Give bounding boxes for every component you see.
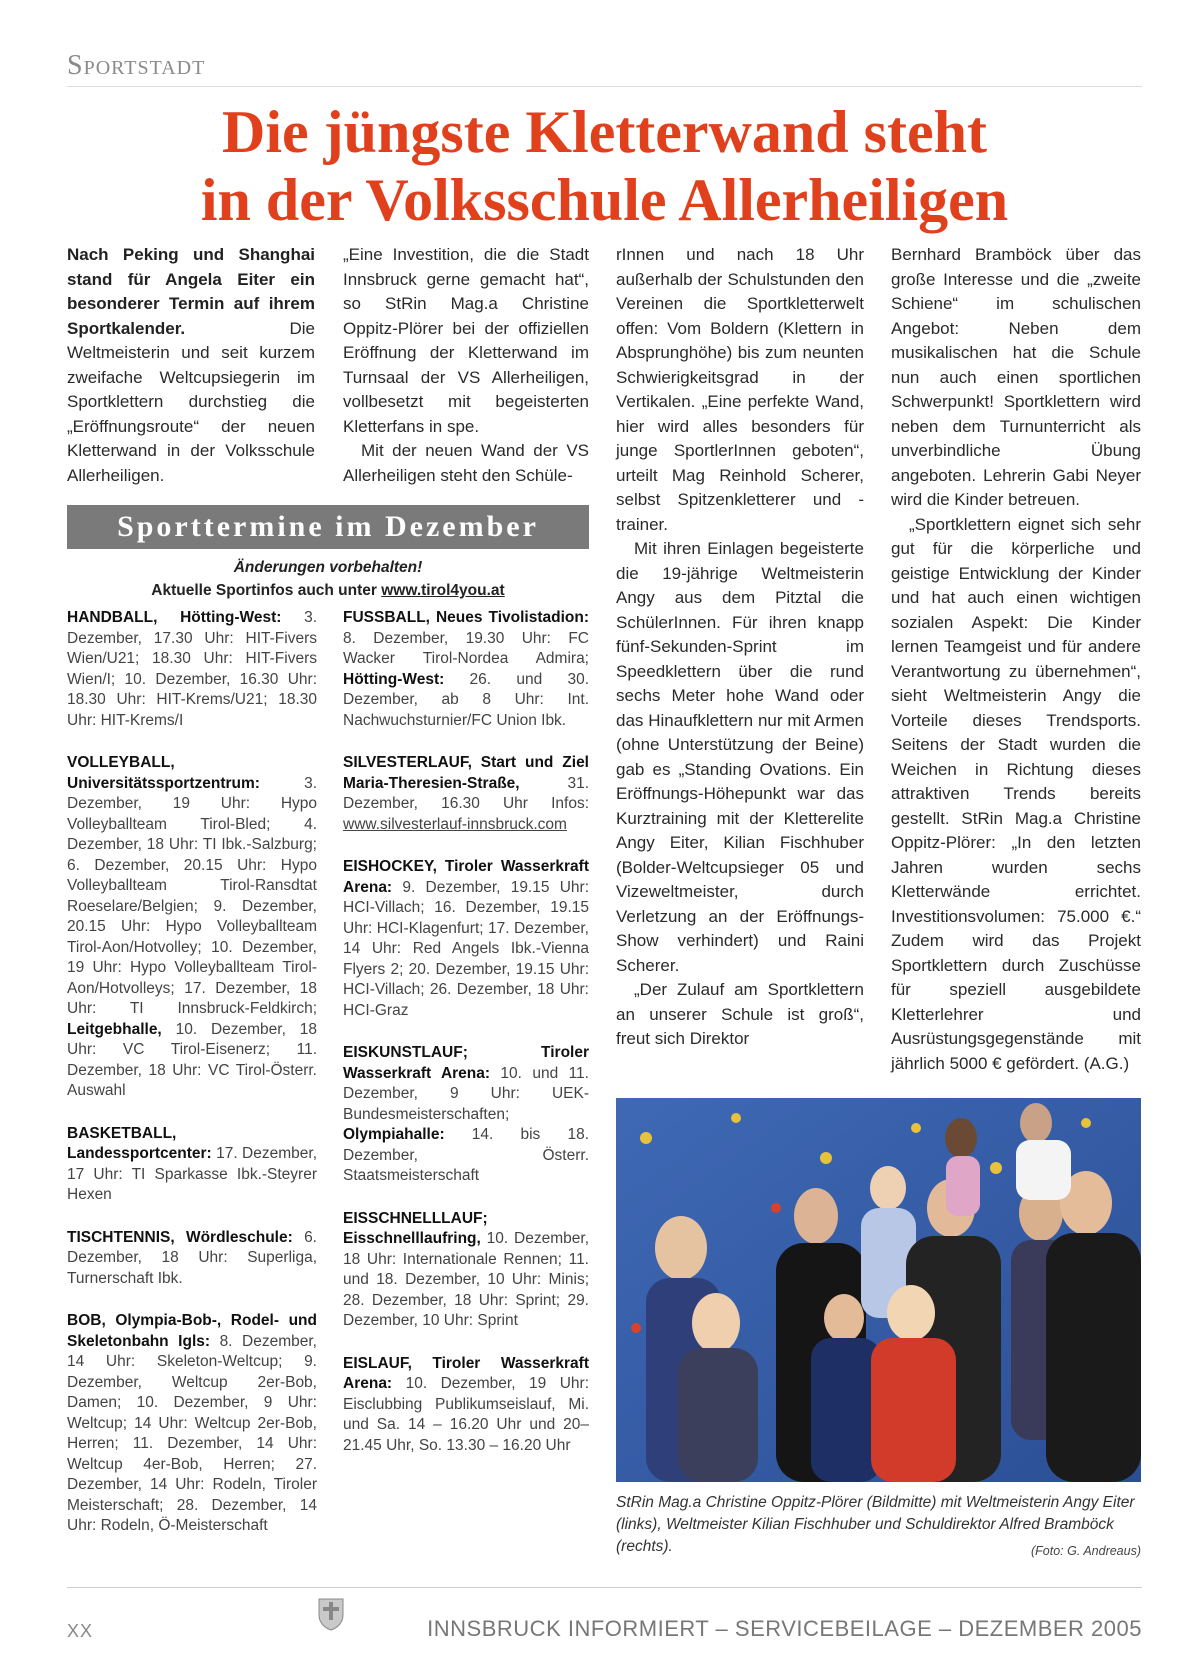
city-crest-icon	[317, 1597, 345, 1631]
events-column-left	[67, 608, 317, 1559]
event-heading: HANDBALL, Hötting-West:	[67, 609, 282, 626]
event-heading: TISCHTENNIS, Wördleschule:	[67, 1228, 293, 1246]
event-heading: EISLAUF, Tiroler Wasserkraft Arena:	[343, 1354, 589, 1392]
section-label: Sportstadt	[67, 50, 206, 81]
event-heading: EISSCHNELLLAUF; Eisschnelllaufring,	[343, 1209, 488, 1247]
event-text: 10. und 11. Dezember, 9 Uhr: UEK-Bundesmeisterschaften;	[343, 1064, 589, 1123]
article-paragraph: Bernhard Bramböck über das große Interesse und die „zweite Schiene“ im schulischen Angebot: Neben dem musikalischen hat die Schule nun auch einen sportlichen Schwerpunkt! Sportklettern wird neben dem Turnunterricht als unverbindliche Übung angeboten. Lehrerin Gabi Neyer wird die Kinder betreuen.	[891, 245, 1141, 509]
event-entry	[343, 1043, 589, 1187]
events-box-title: Sporttermine im Dezember	[67, 505, 589, 549]
article-column-1	[67, 243, 315, 488]
article-photo	[616, 1098, 1141, 1482]
event-entry	[343, 1209, 589, 1332]
article-lead: Nach Peking und Shanghai stand für Angela Eiter ein besonderer Termin auf ihrem Sportkalender.	[67, 245, 315, 338]
footer-divider	[67, 1587, 1142, 1588]
events-column-right	[343, 608, 589, 1478]
event-entry	[67, 1124, 317, 1206]
event-text: 6. Dezember, 18 Uhr: Superliga, Turnerschaft Ibk.	[67, 1228, 317, 1287]
article-paragraph: Mit ihren Einlagen begeisterte die 19-jährige Weltmeisterin Angy aus dem Pitztal die SchülerInnen. Für ihren knapp fünf-Sekunden-Sprint im Speedklettern über die rund sechs Meter hohe Wand oder das Hinaufklettern nur mit Armen (ohne Unterstützung der Beine) gab es „Standing Ovations. Ein Eröffnungs-Höhepunkt war das Kurztraining mit der Kletterelite Angy Eiter, Kilian Fischhuber (Bolder-Weltcupsieger 05 und Vizeweltmeister, durch Verletzung an der Eröffnungs-Show verhindert) und Raini Scherer.	[616, 539, 864, 975]
event-text: 8. Dezember, 14 Uhr: Skeleton-Weltcup; 9. Dezember, Weltcup 2er-Bob, Damen; 10. Dezember, 9 Uhr: Weltcup; 14 Uhr: Weltcup 2er-Bob, Herren; 11. Dezember, 14 Uhr: Weltcup 4er-Bob, Herren; 27. Dezember, 14 Uhr: Rodeln, Tiroler Meisterschaft; 28. Dezember, 14 Uhr: Rodeln, Ö-Meisterschaft	[67, 1332, 317, 1534]
article-paragraph: „Sportklettern eignet sich sehr gut für die körperliche und geistige Entwicklung der Kinder und hat auch einen wichtigen sozialen Aspekt: Die Kinder lernen Teamgeist und für andere Verantwortung zu übernehmen“, sieht Weltmeisterin Angy die Vorteile dieses Trendsports. Seitens der Stadt wurden die Weichen in Richtung dieses attraktiven Trends bereits gestellt. StRin Mag.a Christine Oppitz-Plörer: „In den letzten Jahren wurden sechs Kletterwände errichtet. Investitionsvolumen: 75.000 €.“ Zudem wird das Projekt Sportklettern durch Zuschüsse für speziell ausgebildete Kletterlehrer und Ausrüstungsgegenstände mit jährlich 5000 € gefördert. (A.G.)	[891, 514, 1141, 1073]
event-heading: FUSSBALL, Neues Tivolistadion:	[343, 609, 589, 626]
event-heading: Olympiahalle:	[343, 1126, 445, 1143]
event-entry	[67, 1228, 317, 1290]
event-entry	[343, 608, 589, 731]
headline-line-1: Die jüngste Kletterwand steht	[222, 99, 987, 165]
event-heading: EISKUNSTLAUF; Tiroler Wasserkraft Arena:	[343, 1044, 589, 1082]
section-divider	[67, 86, 1142, 87]
article-column-4	[891, 243, 1141, 1076]
event-text: 3. Dezember, 17.30 Uhr: HIT-Fivers Wien/U21; 18.30 Uhr: HIT-Fivers Wien/I; 10. Dezember, 16.30 Uhr: 18.30 Uhr: HIT-Krems/U21; 18.30 Uhr: HIT-Krems/I	[67, 609, 317, 729]
event-entry	[67, 753, 317, 1102]
event-entry	[343, 753, 589, 835]
headline-line-2: in der Volksschule Allerheiligen	[200, 167, 1009, 233]
events-info-line	[67, 579, 589, 602]
event-text: 9. Dezember, 19.15 Uhr: HCI-Villach; 16. Dezember, 19.15 Uhr: HCI-Klagenfurt; 17. Dezember, 14 Uhr: Red Angels Ibk.-Vienna Flyers 2; 20. Dezember, 19.15 Uhr: HCI-Villach; 26. Dezember, 18 Uhr: HCI-Graz	[343, 878, 589, 1019]
event-text: 26. und 30. Dezember, ab 8 Uhr: Int. Nachwuchsturnier/FC Union Ibk.	[343, 670, 589, 729]
article-column-3	[616, 243, 864, 1052]
publication-footer: INNSBRUCK INFORMIERT – SERVICEBEILAGE – DEZEMBER 2005	[427, 1616, 1142, 1641]
event-text: 17. Dezember, 17 Uhr: TI Sparkasse Ibk.-Steyrer Hexen	[67, 1145, 317, 1203]
events-box-subtitle	[67, 556, 589, 602]
photo-illustration	[616, 1098, 1141, 1482]
event-text: 10. Dezember, 18 Uhr: VC Tirol-Eisenerz; 11. Dezember, 18 Uhr: VC Tirol-Österr. Auswahl	[67, 1020, 317, 1099]
article-paragraph: rInnen und nach 18 Uhr außerhalb der Schulstunden den Vereinen die Sportkletterwelt offen: Vom Boldern (Klettern in Absprunghöhe) bis zum neunten Schwierigkeitsgrad in der Vertikalen. „Eine perfekte Wand, hier wird alles besonders für junge SportlerInnen geboten“, urteilt Mag Reinhold Scherer, selbst Spitzenkletterer und -trainer.	[616, 245, 864, 534]
event-heading: Leitgebhalle,	[67, 1020, 162, 1038]
photo-caption: StRin Mag.a Christine Oppitz-Plörer (Bildmitte) mit Weltmeisterin Angy Eiter (links), Weltmeister Kilian Fischhuber und Schuldirektor Alfred Bramböck (rechts).	[616, 1494, 1135, 1555]
photo-credit: (Foto: G. Andreaus)	[1031, 1544, 1141, 1558]
event-entry	[343, 1354, 589, 1457]
article-paragraph: „Der Zulauf am Sportklettern an unserer Schule ist groß“, freut sich Direktor	[616, 980, 864, 1048]
event-link[interactable]: www.silvesterlauf-innsbruck.com	[343, 815, 567, 833]
events-info-link[interactable]: www.tirol4you.at	[381, 582, 505, 599]
event-heading: Hötting-West:	[343, 670, 445, 688]
event-text: 3. Dezember, 19 Uhr: Hypo Volleyballteam Tirol-Bled; 4. Dezember, 18 Uhr: TI Ibk.-Salzburg; 6. Dezember, 20.15 Uhr: Hypo Volleyballteam Tirol-Ransdtat Roeselare/Belgien; 9. Dezember, 20.15 Uhr: Hypo Volleyballteam Tirol-Aon/Hotvolley; 10. Dezember, 19 Uhr: Hypo Volleyballteam Tirol-Aon/Hotvolleys; 17. Dezember, 18 Uhr: TI Innsbruck-Feldkirch;	[67, 774, 317, 1017]
article-paragraph: Mit der neuen Wand der VS Allerheiligen steht den Schüle-	[343, 441, 589, 485]
events-note: Änderungen vorbehalten!	[233, 559, 423, 576]
article-column-2	[343, 243, 589, 488]
article-paragraph: „Eine Investition, die die Stadt Innsbruck gerne gemacht hat“, so StRin Mag.a Christine Oppitz-Plörer bei der offiziellen Eröffnung der Kletterwand im Turnsaal der VS Allerheiligen, vollbesetzt mit begeisterten Kletterfans in spe.	[343, 245, 589, 436]
page-title	[67, 98, 1142, 234]
event-entry	[67, 608, 317, 731]
event-text: 10. Dezember, 18 Uhr: Internationale Rennen; 11. und 18. Dezember, 10 Uhr: Minis; 28. Dezember, 18 Uhr: Sprint; 29. Dezember, 10 Uhr: Sprint	[343, 1230, 589, 1329]
article-body: Die Weltmeisterin und seit kurzem zweifache Weltcupsiegerin im Sportklettern durchstieg die „Eröffnungsroute“ der neuen Kletterwand in der Volksschule Allerheiligen.	[67, 318, 315, 485]
event-heading: SILVESTERLAUF, Start und Ziel Maria-Theresien-Straße,	[343, 754, 589, 792]
event-heading: BASKETBALL, Landessportcenter:	[67, 1124, 212, 1162]
event-heading: BOB, Olympia-Bob-, Rodel- und Skeletonbahn Igls:	[67, 1312, 317, 1350]
event-heading: VOLLEYBALL, Universitätssportzentrum:	[67, 754, 260, 792]
event-text: 8. Dezember, 19.30 Uhr: FC Wacker Tirol-Nordea Admira;	[343, 629, 589, 667]
event-text: 14. bis 18. Dezember, Österr. Staatsmeisterschaft	[343, 1126, 589, 1184]
events-info-prefix: Aktuelle Sportinfos auch unter	[151, 582, 382, 599]
event-entry	[67, 1311, 317, 1537]
page-number: XX	[67, 1621, 94, 1641]
event-entry	[343, 857, 589, 1021]
event-text: 31. Dezember, 16.30 Uhr Infos:	[343, 774, 589, 812]
event-text: 10. Dezember, 19 Uhr: Eisclubbing Publikumseislauf, Mi. und Sa. 14 – 16.20 Uhr und 20–21.45 Uhr, So. 13.30 – 16.20 Uhr	[343, 1375, 589, 1454]
event-heading: EISHOCKEY, Tiroler Wasserkraft Arena:	[343, 858, 589, 896]
